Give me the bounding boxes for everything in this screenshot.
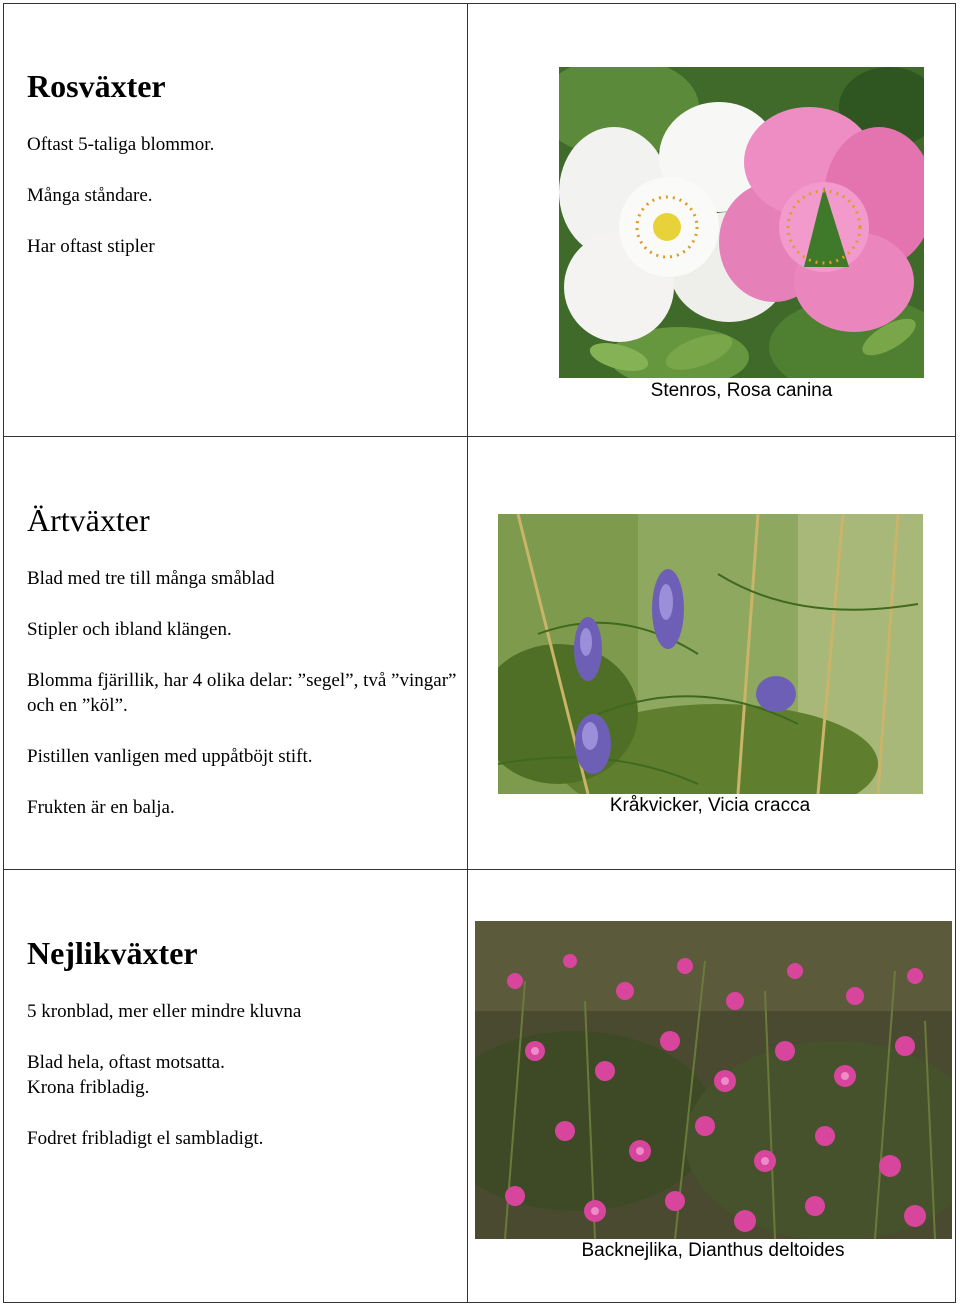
row-divider (3, 436, 956, 437)
tufted-vetch-photo (498, 514, 923, 794)
photo-caption: Backnejlika, Dianthus deltoides (581, 1240, 845, 1261)
maiden-pink-photo (475, 921, 952, 1239)
wild-rose-photo (559, 67, 924, 378)
card-text-line: Frukten är en balja. (27, 797, 175, 818)
card-text-line: Blomma fjärillik, har 4 olika delar: ”segel”, två ”vingar” och en ”köl”. (27, 670, 457, 716)
card-text-line: Blad hela, oftast motsatta. (27, 1052, 225, 1073)
row-divider (3, 869, 956, 870)
card-text-line: Har oftast stipler (27, 236, 155, 257)
card-title: Rosväxter (27, 68, 166, 104)
card-text-line: Stipler och ibland klängen. (27, 619, 232, 640)
column-divider (467, 3, 468, 1303)
photo-caption: Stenros, Rosa canina (650, 380, 833, 401)
card-text-line: Blad med tre till många småblad (27, 568, 275, 589)
card-text-line: Många ståndare. (27, 185, 153, 206)
photo-caption: Kråkvicker, Vicia cracca (609, 795, 811, 816)
card-title: Ärtväxter (27, 502, 150, 538)
card-text-line: Pistillen vanligen med uppåtböjt stift. (27, 746, 313, 767)
card-title: Nejlikväxter (27, 935, 198, 971)
card-text-line: 5 kronblad, mer eller mindre kluvna (27, 1001, 302, 1022)
card-text-line: Krona fribladig. (27, 1077, 150, 1098)
card-text-line: Fodret fribladigt el sambladigt. (27, 1128, 264, 1149)
card-text-line: Oftast 5-taliga blommor. (27, 134, 215, 155)
